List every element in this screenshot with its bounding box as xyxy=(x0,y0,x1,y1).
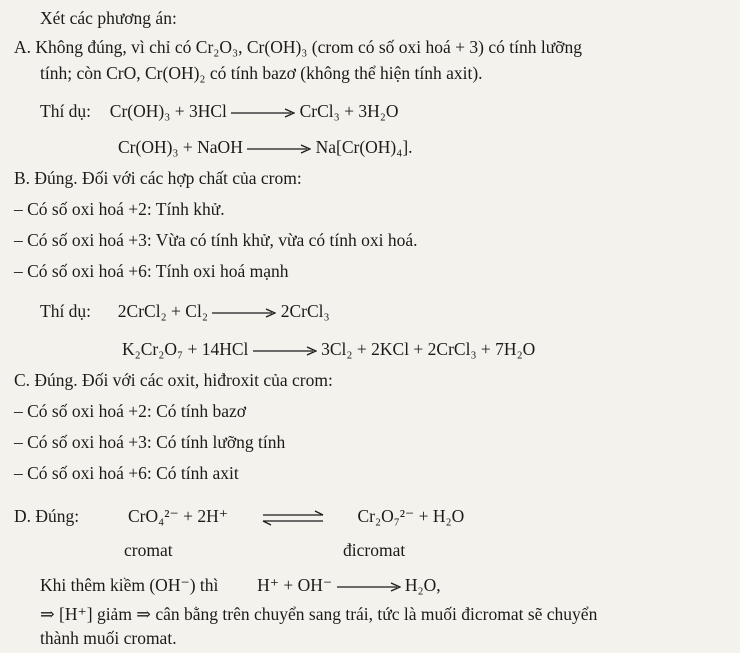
equation-left: Cr(OH)₃ + NaOH xyxy=(118,137,243,157)
option-c-item-2: – Có số oxi hoá +3: Có tính lưỡng tính xyxy=(14,432,286,452)
option-a-example-1 xyxy=(40,100,399,122)
conclusion-line-1: ⇒ [H⁺] giảm ⇒ cân bằng trên chuyển sang trái, tức là muối đicromat sẽ chuyển xyxy=(40,604,598,624)
equation-left: H⁺ + OH⁻ xyxy=(257,575,333,595)
reaction-arrow-icon xyxy=(253,346,317,356)
option-c-item-1: – Có số oxi hoá +2: Có tính bazơ xyxy=(14,401,247,421)
reaction-arrow-icon xyxy=(247,144,311,154)
option-b-example-1 xyxy=(40,300,330,322)
equation-left: CrO₄²⁻ + 2H⁺ xyxy=(128,506,228,526)
label-cromat: cromat xyxy=(124,540,173,560)
reaction-arrow-icon xyxy=(231,108,295,118)
option-d-equilibrium xyxy=(128,505,464,527)
equation-left: Cr(OH)₃ + 3HCl xyxy=(109,101,227,121)
equation-right: Na[Cr(OH)₄]. xyxy=(315,137,413,157)
equation-left: K₂Cr₂O₇ + 14HCl xyxy=(122,339,249,359)
example-label: Thí dụ: xyxy=(40,301,92,321)
option-b-item-2: – Có số oxi hoá +3: Vừa có tính khử, vừa có tính oxi hoá. xyxy=(14,230,418,250)
intro-text: Xét các phương án: xyxy=(40,8,177,28)
equation-right: 2CrCl₃ xyxy=(280,301,330,321)
equation-right: H₂O, xyxy=(404,575,441,595)
option-b-example-2 xyxy=(122,338,535,360)
equation-right: CrCl₃ + 3H₂O xyxy=(299,101,399,121)
label-dicromat: đicromat xyxy=(343,540,406,560)
equilibrium-arrow-icon xyxy=(261,510,325,526)
conclusion-line-2: thành muối cromat. xyxy=(40,628,177,648)
option-a-line-1: A. Không đúng, vì chỉ có Cr₂O₃, Cr(OH)₃ (crom có số oxi hoá + 3) có tính lưỡng xyxy=(14,37,582,57)
base-text: Khi thêm kiềm (OH⁻) thì xyxy=(40,575,219,595)
option-a-example-2 xyxy=(118,136,413,158)
reaction-arrow-icon xyxy=(212,308,276,318)
option-b-heading: B. Đúng. Đối với các hợp chất của crom: xyxy=(14,168,302,188)
option-a-line-2: tính; còn CrO, Cr(OH)₂ có tính bazơ (không thể hiện tính axit). xyxy=(40,63,483,83)
option-c-heading: C. Đúng. Đối với các oxit, hiđroxit của crom: xyxy=(14,370,333,390)
equation-right: Cr₂O₇²⁻ + H₂O xyxy=(357,506,465,526)
reaction-arrow-icon xyxy=(337,582,401,592)
option-c-item-3: – Có số oxi hoá +6: Có tính axit xyxy=(14,463,239,483)
option-b-item-3: – Có số oxi hoá +6: Tính oxi hoá mạnh xyxy=(14,261,289,281)
option-b-item-1: – Có số oxi hoá +2: Tính khử. xyxy=(14,199,225,219)
equation-right: 3Cl₂ + 2KCl + 2CrCl₃ + 7H₂O xyxy=(321,339,536,359)
equation-left: 2CrCl₂ + Cl₂ xyxy=(117,301,208,321)
option-d-base-line xyxy=(40,574,441,596)
option-d-heading: D. Đúng: xyxy=(14,506,80,526)
example-label: Thí dụ: xyxy=(40,101,92,121)
